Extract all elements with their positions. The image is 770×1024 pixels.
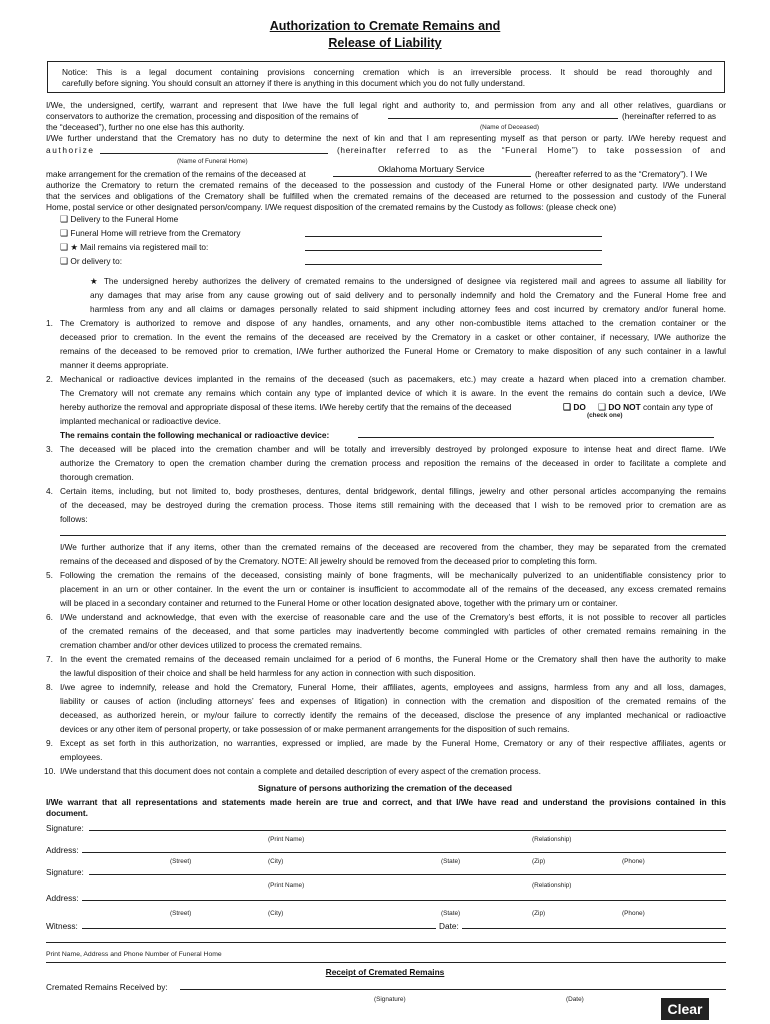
devices-label: The remains contain the following mechanical or radioactive device: [60, 430, 330, 440]
phone-caption-1: (Phone) [622, 858, 645, 865]
print-name-caption-2: (Print Name) [268, 882, 305, 889]
item-4-line-2: of the deceased, may be destroyed during the cremation process. Those items still remaining with the deceased that I wish to be removed prior to cremation are as [60, 500, 726, 510]
witness-field[interactable] [82, 928, 436, 929]
item-1-line-2: deceased prior to cremation. In the event the remains of the deceased are received by the Crematory in a casket or other container, if necessary, I/We authorize the [60, 332, 726, 342]
item-6-number: 6. [46, 612, 53, 622]
item-1-line-4: manner it deems appropriate. [60, 360, 169, 370]
intro-line-8: that the services and obligations of the Crematory shall be fulfilled when the cremated remains of the deceased are returned to the possession and custody of the Funeral [46, 191, 726, 201]
intro-line-7: authorize the Crematory to return the cremated remains of the deceased to the possession and custody of the Funeral Home or other designated party. I/We understand [46, 180, 726, 190]
item-5-line-2: placement in an urn or other container. In the event the urn or container is insufficient to accommodate all of the remains of the deceased, any excess cremated remains [60, 584, 726, 594]
other-delivery-field[interactable] [305, 264, 602, 265]
intro-line-5b: (hereinafter referred to as the “Funeral Home”) to take possession of and [337, 145, 726, 155]
warrant-line-1: I/We warrant that all representations and statements made herein are true and correct, and that I/We have read and understand the provisions contained in this [46, 797, 726, 807]
intro-line-2b: (hereinafter referred to as [622, 111, 717, 121]
option-label: Or delivery to: [70, 256, 123, 266]
received-by-label: Cremated Remains Received by: [46, 982, 168, 992]
device-do-option[interactable] [563, 402, 586, 413]
donot-label: DO NOT [608, 402, 641, 412]
item-2-number: 2. [46, 374, 53, 384]
street-caption-2: (Street) [170, 910, 192, 917]
item-9-line-1: Except as set forth in this authorization, no warranties, expressed or implied, are made by the Funeral Home, Crematory or any of their respective affiliates, agents or [60, 738, 726, 748]
item-3-line-1: The deceased will be placed into the cremation chamber and will be totally and irreversibly destroyed by prolonged exposure to intense heat and direct flame. I/We [60, 444, 726, 454]
relationship-caption-1: (Relationship) [532, 836, 572, 843]
item-1-line-1: The Crematory is authorized to remove and dispose of any handles, ornaments, and any other non-combustible items attached to the cremation container or the [60, 318, 726, 328]
funeral-home-info-field[interactable] [46, 942, 726, 943]
deceased-name-caption: (Name of Deceased) [480, 124, 539, 131]
item-8-line-3: deceased, as authorized herein, or my/our failure to correctly identify the remains of the deceased, disclose the presence of any implanted mechanical or radioactive [60, 710, 726, 720]
item-10-line-1: I/We understand that this document does not contain a complete and detailed description of every aspect of the cremation process. [60, 766, 541, 776]
item-3-line-2: authorize the Crematory to open the cremation chamber during the cremation process and reposition the remains of the deceased in order to facilitate a complete and [60, 458, 726, 468]
intro-line-5a: authorize [46, 145, 95, 155]
item-7-line-1: In the event the cremated remains of the deceased remain unclaimed for a period of 6 months, the Funeral Home or the Crematory shall then have the authority to make [60, 654, 726, 664]
notice-text-2: carefully before signing. You should consult an attorney if there is anything in this document which you do not fully understand. [62, 78, 526, 88]
state-caption-2: (State) [441, 910, 461, 917]
phone-caption-2: (Phone) [622, 910, 645, 917]
clear-button[interactable]: Clear [661, 998, 709, 1020]
item-1-line-3: remains of the deceased to be removed prior to cremation, I/We further authorized the Funeral Home or Crematory to make disposition of any such container in a lawful [60, 346, 726, 356]
item-9-number: 9. [46, 738, 53, 748]
address-field-1[interactable] [82, 852, 726, 853]
option-delivery-funeral-home[interactable] [60, 214, 178, 225]
funeral-home-info-caption: Print Name, Address and Phone Number of Funeral Home [46, 951, 222, 958]
item-8-line-2: liability or causes of action (including attorneys’ fees and expenses of litigation) in connection with the cremation and disposition of the cremated remains of the [60, 696, 726, 706]
funeral-home-name-field[interactable] [100, 153, 328, 154]
received-by-field[interactable] [180, 989, 726, 990]
city-caption-1: (City) [268, 858, 284, 865]
zip-caption-2: (Zip) [532, 910, 546, 917]
street-caption-1: (Street) [170, 858, 192, 865]
item-5-line-1: Following the cremation the remains of the deceased, consisting mainly of bone fragments, will be mechanically pulverized to an unidentifiable consistency prior to [60, 570, 726, 580]
witness-label: Witness: [46, 921, 78, 931]
item-6-line-2: of the cremated remains of the deceased, and that some particles may inadvertently become commingled with particles of other cremated remains remaining in the [60, 626, 726, 636]
notice-box [47, 61, 725, 93]
notice-text-1: Notice: This is a legal document containing provisions concerning cremation which is an irreversible process. It should be read thoroughly and [62, 67, 712, 77]
intro-line-4: I/We further understand that the Crematory has no duty to determine the next of kin and that I am representing myself as that person or party. I/We hereby request and [46, 133, 726, 143]
item-8-line-4: devices or any other item of personal property, or take possession of or make permanent arrangements for the disposition of such remains. [60, 724, 570, 734]
item-2-line-1: Mechanical or radioactive devices implanted in the remains of the deceased (such as pacemakers, etc.) may create a hazard when placed into a cremation chamber. [60, 374, 726, 384]
item-7-number: 7. [46, 654, 53, 664]
devices-field[interactable] [358, 437, 714, 438]
item-4-line-3: follows: [60, 514, 88, 524]
zip-caption-1: (Zip) [532, 858, 546, 865]
retrieve-line[interactable] [305, 236, 602, 237]
item-4-number: 4. [46, 486, 53, 496]
warrant-line-2: document. [46, 808, 88, 818]
intro-line-2a: conservators to authorize the cremation, processing and disposition of the remains of [46, 111, 359, 121]
crematory-name-value: Oklahoma Mortuary Service [378, 164, 485, 174]
print-name-caption-1: (Print Name) [268, 836, 305, 843]
signature-field-2[interactable] [89, 874, 726, 875]
item-4b-line-1: I/We further authorize that if any items, other than the cremated remains of the deceased are recovered from the chamber, they may be separated from the cremated [60, 542, 726, 552]
items-removed-field[interactable] [60, 535, 726, 536]
item-7-line-2: the lawful disposition of their choice and shall be held harmless for any action in connection with such disposition. [60, 668, 476, 678]
witness-date-field[interactable] [462, 928, 726, 929]
option-other-delivery[interactable] [60, 256, 122, 267]
item-2-line-3: hereby authorize the removal and appropriate disposal of these items. I/We hereby certify that the remains of the deceased [60, 402, 512, 412]
intro-line-6b: (hereafter referred to as the “Crematory”). I We [535, 169, 708, 179]
receipt-date-caption: (Date) [566, 996, 584, 1003]
city-caption-2: (City) [268, 910, 284, 917]
crematory-name-field[interactable] [333, 176, 531, 177]
funeral-home-caption: (Name of Funeral Home) [177, 158, 248, 165]
star-note-1: ★ The undersigned hereby authorizes the delivery of cremated remains to the undersigned of designee via registered mail and agrees to assume all liability for [90, 276, 726, 286]
item-3-line-3: thorough cremation. [60, 472, 134, 482]
item-4-line-1: Certain items, including, but not limited to, body prostheses, dentures, dental bridgework, dental fillings, jewelry and other personal articles accompanying the remains [60, 486, 726, 496]
checkbox-icon[interactable]: ❑ [60, 228, 69, 238]
signature-label-1: Signature: [46, 823, 84, 833]
item-6-line-3: cremation chamber and/or other devices utilized to process the cremated remains. [60, 640, 363, 650]
intro-line-3: the “deceased”), further no one else has this authority. [46, 122, 245, 132]
receipt-heading: Receipt of Cremated Remains [325, 967, 445, 977]
date-label: Date: [439, 921, 459, 931]
intro-line-1: I/We, the undersigned, certify, warrant and represent that I/we have the full legal right and authority to, and permission from any and all other relatives, guardians or [46, 100, 726, 110]
signature-field-1[interactable] [89, 830, 726, 831]
state-caption-1: (State) [441, 858, 461, 865]
address-label-2: Address: [46, 893, 79, 903]
option-label: ★ Mail remains via registered mail to: [70, 242, 209, 252]
do-label: DO [573, 402, 586, 412]
address-field-2[interactable] [82, 900, 726, 901]
form-title-line1: Authorization to Cremate Remains and [269, 19, 501, 33]
intro-line-9: Home, postal service or other designated person/company. I/We request disposition of the cremated remains by the Custody as follows: (please check one) [46, 202, 617, 212]
item-9-line-2: employees. [60, 752, 103, 762]
intro-line-6a: make arrangement for the cremation of the remains of the deceased at [46, 169, 306, 179]
option-mail-remains[interactable] [60, 242, 208, 253]
item-5-number: 5. [46, 570, 53, 580]
deceased-name-field[interactable] [388, 118, 618, 119]
item-2-line-2: The Crematory will not cremate any remains which contain any type of implanted device of which it is aware. In the event the remains do contain such a device, I/We [60, 388, 726, 398]
option-label: Funeral Home will retrieve from the Crematory [70, 228, 241, 238]
option-funeral-home-retrieve[interactable] [60, 228, 241, 239]
divider-line [46, 962, 726, 963]
checkbox-icon[interactable]: ❑ [598, 402, 607, 412]
item-8-number: 8. [46, 682, 53, 692]
relationship-caption-2: (Relationship) [532, 882, 572, 889]
address-label-1: Address: [46, 845, 79, 855]
item-8-line-1: I/we agree to indemnify, release and hold the Crematory, Funeral Home, their affiliates, agents, employees and assigns, harmless from any and all loss, damages, [60, 682, 726, 692]
form-title-line2: Release of Liability [328, 36, 442, 50]
item-2-line-4: implanted mechanical or radioactive device. [60, 416, 221, 426]
checkbox-icon[interactable]: ❑ [60, 242, 69, 252]
mail-address-field[interactable] [305, 250, 602, 251]
star-note-3: harmless from any and all claims or damages personally related to said shipment including attorney fees and cost incurred by crematory and/or funeral home. [90, 304, 726, 314]
item-1-number: 1. [46, 318, 53, 328]
option-label: Delivery to the Funeral Home [70, 214, 179, 224]
receipt-signature-caption: (Signature) [374, 996, 406, 1003]
signature-heading: Signature of persons authorizing the cremation of the deceased [257, 783, 513, 793]
signature-label-2: Signature: [46, 867, 84, 877]
check-one-caption: (check one) [587, 412, 623, 419]
checkbox-icon[interactable]: ❑ [60, 256, 69, 266]
checkbox-icon[interactable]: ❑ [563, 402, 572, 412]
item-6-line-1: I/We understand and acknowledge, that even with the exercise of reasonable care and the use of the Crematory’s best efforts, it is not possible to recover all particles [60, 612, 726, 622]
item-4b-line-2: remains of the deceased and disposed of by the Crematory. NOTE: All jewelry should be removed from the deceased prior to completing this form. [60, 556, 598, 566]
item-5-line-3: will be placed in a secondary container and returned to the Funeral Home or other location designated above, together with the primary urn or container. [60, 598, 618, 608]
item-3-number: 3. [46, 444, 53, 454]
star-note-2: any damages that may arise from any cause growing out of said delivery and to personally indemnify and hold the Crematory and the Funeral Home free and [90, 290, 726, 300]
donot-tail: contain any type of [642, 402, 713, 412]
checkbox-icon[interactable]: ❑ [60, 214, 69, 224]
item-10-number: 10. [44, 766, 56, 776]
